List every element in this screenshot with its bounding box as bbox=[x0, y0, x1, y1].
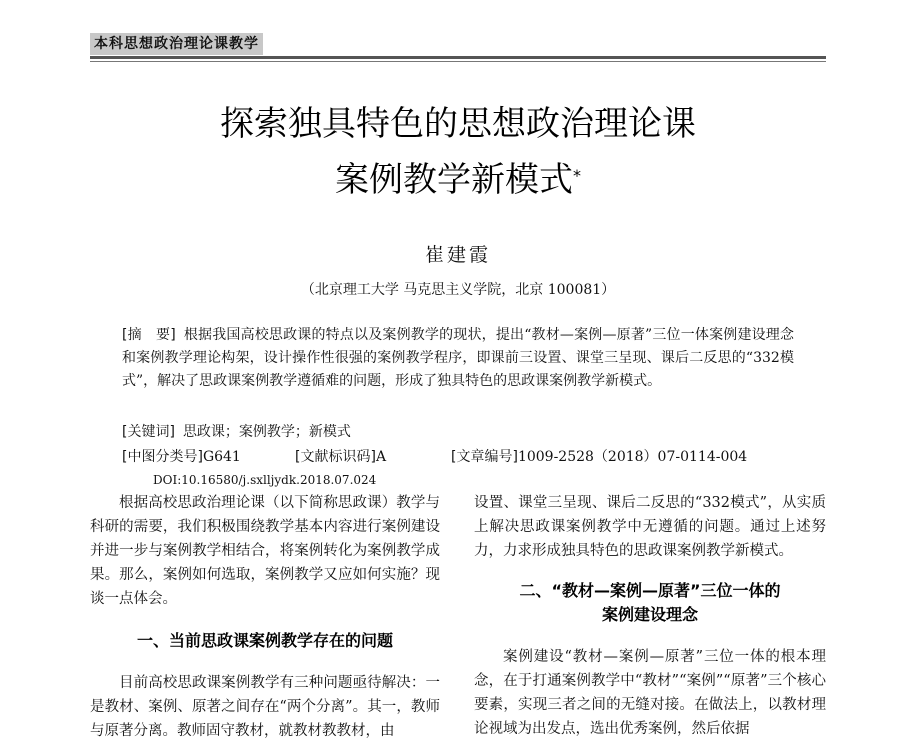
article-number-label: [文章编号] bbox=[451, 449, 518, 465]
author-name: 崔建霞 bbox=[424, 244, 491, 266]
section-heading-1: 一、当前思政课案例教学存在的问题 bbox=[136, 631, 393, 650]
journal-section-label: 本科思想政治理论课教学 bbox=[90, 33, 263, 55]
document-code-label: [文献标识码] bbox=[295, 449, 376, 465]
document-code bbox=[295, 446, 386, 468]
body-paragraph: 设置、课堂三呈现、课后二反思的“332模式”，从实质上解决思政课案例教学中无遵循的问题。通过上述努力，力求形成独具特色的思政课案例教学新模式。 bbox=[474, 495, 826, 559]
body-paragraph: 案例建设“教材—案例—原著”三位一体的根本理念，在于打通案例教学中“教材”“案例”“原著”三个核心要素，实现三者之间的无缝对接。在做法上，以教材理论视域为出发点，选出优秀案例，然后依据 bbox=[474, 649, 826, 737]
body-paragraph: 目前高校思政课案例教学有三种问题亟待解决：一是教材、案例、原著之间存在“两个分离”。其一，教师与原著分离。教师固守教材，就教材教教材，由 bbox=[90, 675, 440, 739]
body-column-right bbox=[474, 491, 826, 741]
article-title-line2 bbox=[90, 160, 826, 200]
document-code-value: A bbox=[375, 449, 387, 465]
title-footnote-mark: * bbox=[573, 166, 581, 185]
body-column-left bbox=[90, 491, 440, 743]
clc-label: [中图分类号] bbox=[122, 449, 203, 465]
section-heading-2 bbox=[474, 579, 826, 627]
clc-value: G641 bbox=[202, 449, 241, 465]
article-title-line2-text: 案例教学新模式 bbox=[335, 160, 573, 200]
section-heading-2-line1: 二、“教材—案例—原著”三位一体的 bbox=[519, 581, 781, 600]
doi: DOI:10.16580/j.sxlljydk.2018.07.024 bbox=[153, 473, 377, 487]
keywords-text: 思政课；案例教学；新模式 bbox=[182, 424, 351, 440]
header-rule-thick bbox=[90, 56, 826, 59]
section-heading-2-line2: 案例建设理念 bbox=[601, 605, 698, 624]
article-number-value: 1009-2528（2018）07-0114-004 bbox=[517, 449, 748, 465]
keywords-label: [关键词] bbox=[122, 424, 175, 440]
abstract-text: 根据我国高校思政课的特点以及案例教学的现状，提出“教材—案例—原著”三位一体案例建设理念和案例教学理论构架，设计操作性很强的案例教学程序，即课前三设置、课堂三呈现、课后二反思的“332模式”，解决了思政课案例教学遵循难的问题，形成了独具特色的思政课案例教学新模式。 bbox=[122, 327, 794, 389]
abstract bbox=[122, 324, 794, 393]
article-title-line1: 探索独具特色的思想政治理论课 bbox=[220, 104, 696, 144]
article-number bbox=[451, 446, 747, 468]
abstract-label: [摘 要] bbox=[122, 327, 176, 343]
keywords bbox=[122, 421, 351, 443]
header-rule-thin bbox=[90, 61, 826, 62]
body-paragraph: 根据高校思政治理论课（以下简称思政课）教学与科研的需要，我们积极围绕教学基本内容进行案例建设并进一步与案例教学相结合，将案例转化为案例教学成果。那么，案例如何选取，案例教学又应如何实施？现谈一点体会。 bbox=[90, 495, 440, 607]
clc-number bbox=[122, 446, 241, 468]
author-affiliation: （北京理工大学 马克思主义学院，北京 100081） bbox=[300, 282, 616, 298]
